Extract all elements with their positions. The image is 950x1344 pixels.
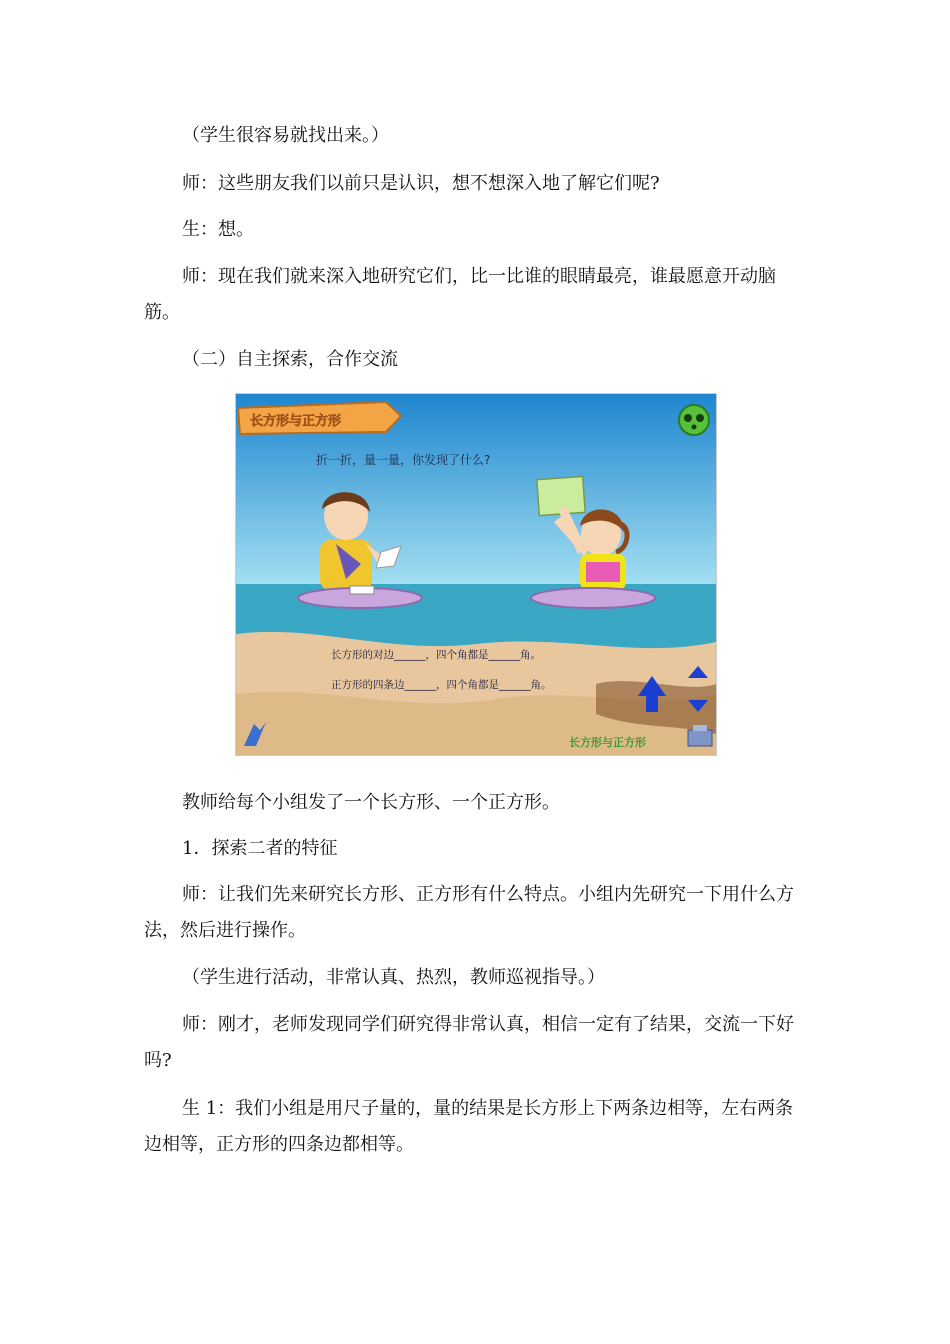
alien-icon[interactable] xyxy=(679,405,709,435)
table-right xyxy=(531,588,655,608)
paragraph: （学生进行活动，非常认真、热烈，教师巡视指导。） xyxy=(182,967,605,988)
fill-line-square: 正方形的四条边______，四个角都是______角。 xyxy=(331,679,552,691)
footer-label: 长方形与正方形 xyxy=(569,736,646,749)
subheading: 1．探索二者的特征 xyxy=(182,838,338,859)
paragraph: 师：现在我们就来深入地研究它们，比一比谁的眼睛最亮，谁最愿意开动脑筋。 xyxy=(144,266,776,323)
banner-title: 长方形与正方形 xyxy=(250,414,342,429)
paragraph: 师：这些朋友我们以前只是认识，想不想深入地了解它们呢? xyxy=(182,173,660,194)
paragraph: 师：让我们先来研究长方形、正方形有什么特点。小组内先研究一下用什么方法，然后进行操作。 xyxy=(144,884,794,941)
section-heading: （二）自主探索，合作交流 xyxy=(182,349,398,370)
paragraph: 教师给每个小组发了一个长方形、一个正方形。 xyxy=(182,792,560,813)
title-banner xyxy=(238,402,401,434)
fill-line-rectangle: 长方形的对边______，四个角都是______角。 xyxy=(331,649,541,661)
paragraph: （学生很容易就找出来。） xyxy=(182,125,389,146)
lesson-screenshot-figure xyxy=(235,393,717,756)
paragraph: 师：刚才，老师发现同学们研究得非常认真，相信一定有了结果，交流一下好吗? xyxy=(144,1014,794,1071)
paragraph: 生 1：我们小组是用尺子量的，量的结果是长方形上下两条边相等，左右两条边相等，正方形的四条边都相等。 xyxy=(144,1098,794,1155)
paragraph: 生：想。 xyxy=(182,219,254,240)
question-text: 折一折，量一量，你发现了什么? xyxy=(316,453,491,467)
